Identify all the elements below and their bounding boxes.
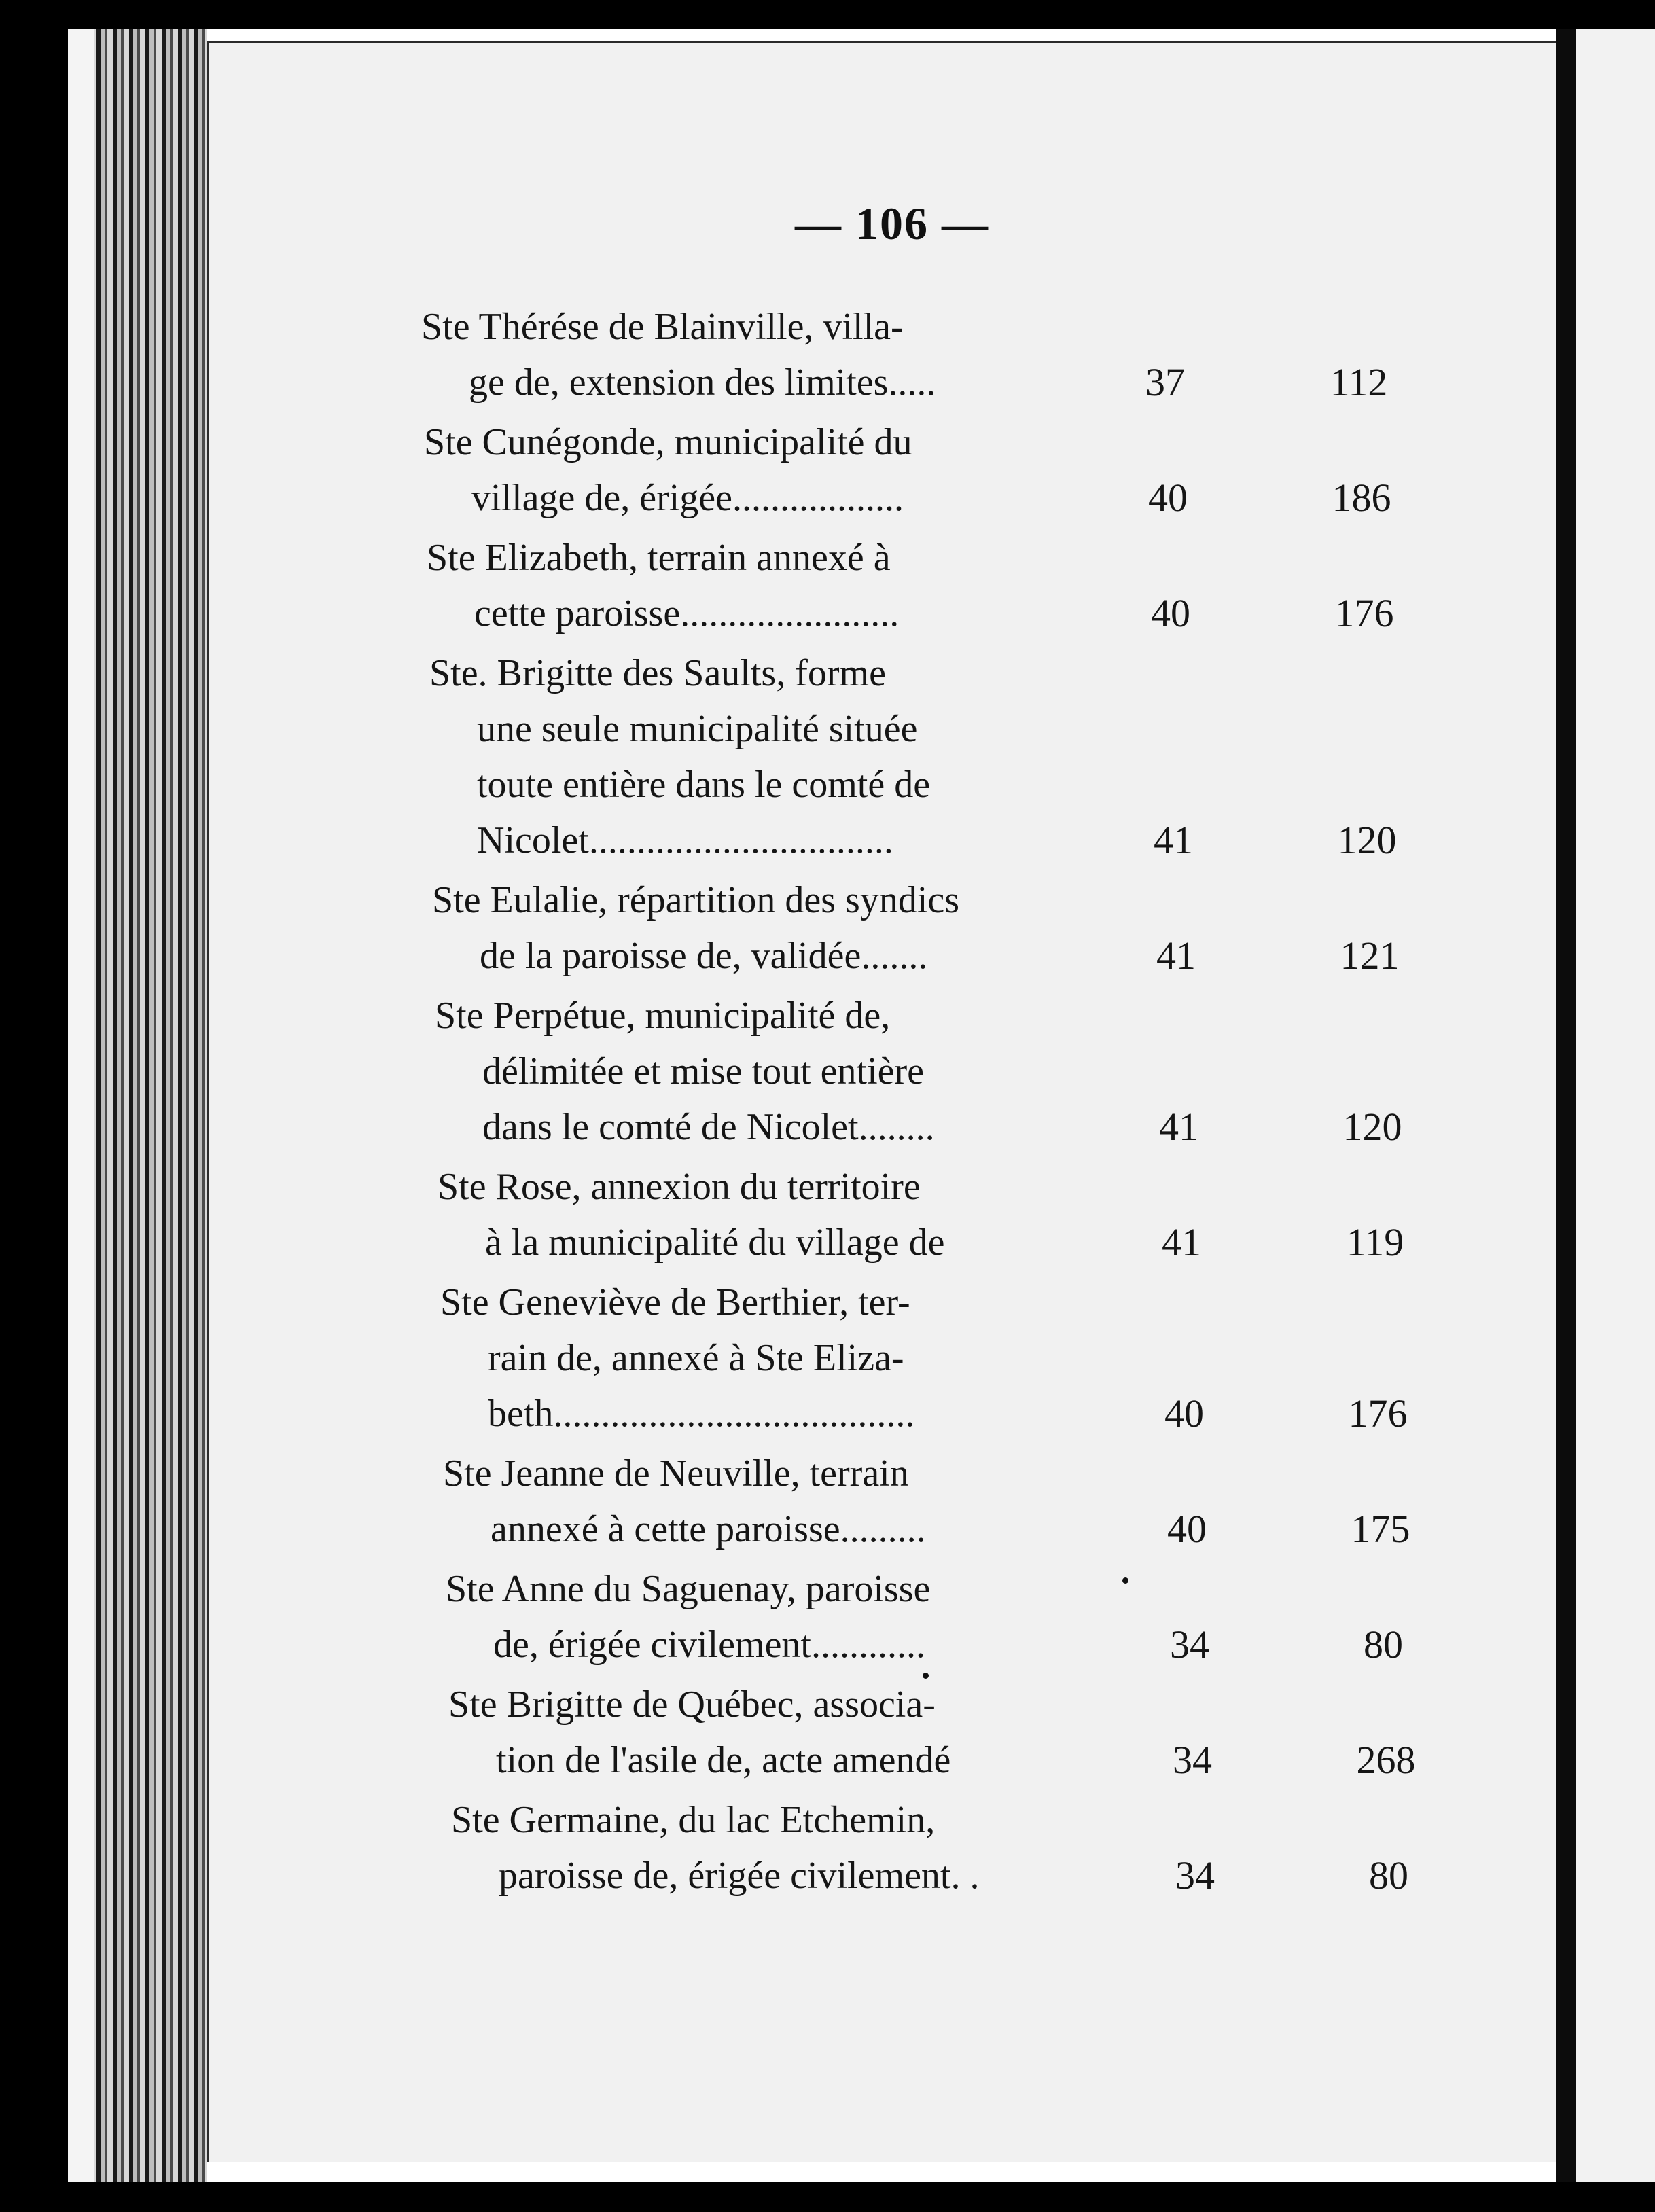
entry-line <box>421 299 1495 355</box>
volume-number: 41 <box>1159 1105 1198 1149</box>
page-number-header: — 106 — <box>795 198 989 249</box>
volume-number: 41 <box>1156 933 1196 978</box>
entry-text: beth...................................... <box>488 1393 915 1435</box>
ink-speck <box>923 1673 929 1679</box>
entry-line <box>421 701 1495 757</box>
entry-text: Nicolet................................ <box>477 819 893 861</box>
entry-text: délimitée et mise tout entière <box>482 1050 924 1092</box>
entry-line <box>421 1617 1495 1673</box>
entry-line <box>421 1732 1495 1788</box>
entry-line <box>421 928 1495 984</box>
volume-number: 34 <box>1173 1738 1212 1782</box>
page-reference: 119 <box>1346 1220 1404 1264</box>
entry-line <box>421 1386 1495 1442</box>
index-entry <box>421 530 1495 641</box>
volume-number: 34 <box>1170 1622 1209 1666</box>
index-entry <box>421 299 1495 410</box>
entry-line <box>421 586 1495 641</box>
gutter <box>1556 29 1576 2182</box>
page-reference: 175 <box>1351 1507 1410 1551</box>
index-entry <box>421 1446 1495 1557</box>
entry-text: rain de, annexé à Ste Eliza- <box>488 1337 904 1379</box>
page-reference: 80 <box>1364 1622 1403 1666</box>
volume-number: 40 <box>1167 1507 1207 1551</box>
index-entry <box>421 1561 1495 1673</box>
entry-line <box>421 1561 1495 1617</box>
entry-line <box>421 1099 1495 1155</box>
index-entry <box>421 1274 1495 1442</box>
entry-text: de, érigée civilement............ <box>493 1624 925 1666</box>
entry-text: annexé à cette paroisse......... <box>491 1508 926 1550</box>
entry-line <box>421 1446 1495 1501</box>
entry-line <box>421 1043 1495 1099</box>
entry-line <box>421 1215 1495 1270</box>
entry-text: Ste. Brigitte des Saults, forme <box>429 652 886 694</box>
page-reference: 176 <box>1334 591 1394 635</box>
index-entries <box>421 299 1495 1908</box>
entry-line <box>421 1848 1495 1904</box>
page-edges <box>80 29 207 2182</box>
volume-number: 40 <box>1148 476 1188 520</box>
entry-text: de la paroisse de, validée....... <box>480 935 928 977</box>
index-entry <box>421 988 1495 1155</box>
volume-number: 40 <box>1164 1391 1204 1435</box>
entry-line <box>421 645 1495 701</box>
entry-text: Ste Perpétue, municipalité de, <box>435 995 891 1037</box>
entry-text: Ste Brigitte de Québec, associa- <box>448 1683 936 1726</box>
index-entry <box>421 645 1495 868</box>
page-reference: 176 <box>1348 1391 1408 1435</box>
entry-text: Ste Rose, annexion du territoire <box>438 1166 921 1208</box>
entry-text: Ste Eulalie, répartition des syndics <box>432 879 960 921</box>
entry-text: tion de l'asile de, acte amendé <box>496 1739 951 1781</box>
entry-line <box>421 530 1495 586</box>
ink-speck <box>1122 1577 1128 1584</box>
page-reference: 112 <box>1330 360 1388 404</box>
entry-line <box>421 872 1495 928</box>
entry-text: Ste Geneviève de Berthier, ter- <box>440 1281 910 1323</box>
page-reference: 186 <box>1332 476 1391 520</box>
entry-text: Ste Jeanne de Neuville, terrain <box>443 1452 909 1495</box>
entry-line <box>421 1677 1495 1732</box>
index-entry <box>421 1159 1495 1270</box>
entry-text: Ste Anne du Saguenay, paroisse <box>446 1568 931 1610</box>
entry-line <box>421 1792 1495 1848</box>
facing-page-edge <box>1576 29 1655 2182</box>
entry-text: Ste Elizabeth, terrain annexé à <box>427 537 891 579</box>
entry-line <box>421 1330 1495 1386</box>
index-entry <box>421 1677 1495 1788</box>
page-reference: 80 <box>1369 1853 1408 1897</box>
entry-text: dans le comté de Nicolet........ <box>482 1106 935 1148</box>
entry-text: une seule municipalité située <box>477 708 918 750</box>
page-reference: 120 <box>1342 1105 1402 1149</box>
volume-number: 37 <box>1145 360 1185 404</box>
entry-text: ge de, extension des limites..... <box>469 361 936 404</box>
entry-line <box>421 757 1495 813</box>
index-entry <box>421 1792 1495 1904</box>
entry-line <box>421 355 1495 410</box>
page-reference: 121 <box>1340 933 1400 978</box>
entry-line <box>421 1501 1495 1557</box>
volume-number: 34 <box>1175 1853 1215 1897</box>
entry-text: toute entière dans le comté de <box>477 764 931 806</box>
entry-line <box>421 988 1495 1043</box>
entry-line <box>421 1274 1495 1330</box>
entry-text: à la municipalité du village de <box>485 1221 945 1264</box>
entry-text: village de, érigée.................. <box>471 477 904 519</box>
entry-line <box>421 470 1495 526</box>
page-reference: 268 <box>1356 1738 1416 1782</box>
scan-border-bottom <box>0 2182 1655 2212</box>
page-reference: 120 <box>1337 818 1397 862</box>
entry-text: Ste Germaine, du lac Etchemin, <box>451 1799 936 1841</box>
entry-text: Ste Cunégonde, municipalité du <box>424 421 912 463</box>
index-entry <box>421 872 1495 984</box>
entry-line <box>421 813 1495 868</box>
index-entry <box>421 414 1495 526</box>
entry-text: cette paroisse....................... <box>474 592 900 635</box>
entry-line <box>421 1159 1495 1215</box>
scan-border-top <box>0 0 1655 29</box>
volume-number: 41 <box>1162 1220 1201 1264</box>
volume-number: 41 <box>1154 818 1193 862</box>
volume-number: 40 <box>1151 591 1190 635</box>
entry-line <box>421 414 1495 470</box>
entry-text: Ste Thérése de Blainville, villa- <box>421 306 904 348</box>
entry-text: paroisse de, érigée civilement. . <box>499 1855 980 1897</box>
